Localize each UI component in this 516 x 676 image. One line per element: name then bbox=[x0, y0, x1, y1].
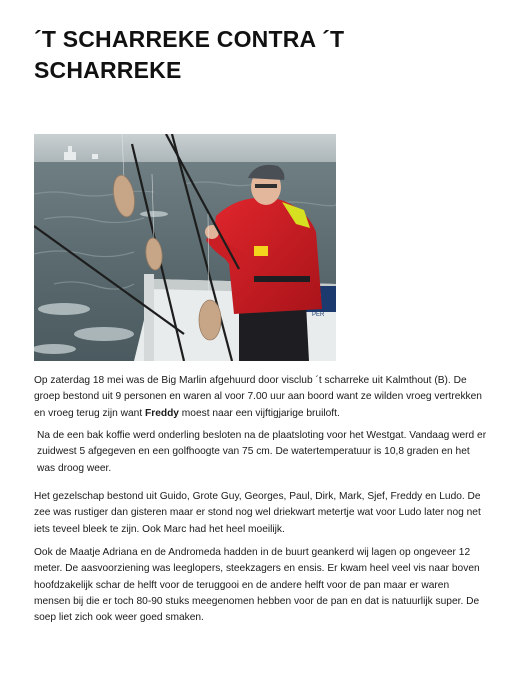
sky bbox=[34, 134, 336, 164]
title-line-1: ´T SCHARREKE CONTRA ´T bbox=[34, 26, 345, 52]
fishing-photo bbox=[34, 134, 336, 361]
title-line-2: SCHARREKE bbox=[34, 57, 182, 83]
paragraph-3: Het gezelschap bestond uit Guido, Grote Guy, Georges, Paul, Dirk, Mark, Sjef, Freddy en Ludo. De zee was rustiger dan gisteren maar er stond nog wel driekwart metertje wat voor Ludo later nog net iets teveel bleek te zijn. Ook Marc had het heel moeilijk. bbox=[34, 491, 481, 535]
paragraph-4: Ook de Maatje Adriana en de Andromeda hadden in de buurt geankerd wij lagen op ongeveer 12 meter. De aasvoorziening was leeglopers, steekzagers en ensis. Er kwam heel veel vis naar boven hoofdzakelijk schar de helft voor de teruggooi en de andere helft voor de pan maar er waren mensen bij die er toch 80-90 stuks meegenomen hebben voor de pan en dat is natuurlijk super. De soep liet zich ook weer goed smaken. bbox=[34, 547, 480, 624]
paragraph-1-text: Op zaterdag 18 mei was de Big Marlin afgehuurd door visclub ´t scharreke uit Kalmthout (B). De groep bestond uit 9 personen en waren al voor 7.00 uur aan boord want ze wilden vroeg vertrekken en vroeg terug zijn want bbox=[34, 375, 482, 419]
freddy-name: Freddy bbox=[145, 407, 179, 419]
article-title bbox=[34, 24, 474, 86]
paragraph-2: Na de een bak koffie werd onderling besloten na de plaatsloting voor het Westgat. Vandaag werd er zuidwest 5 afgegeven en een golfhoogte van 75 cm. De watertemperatuur is 10,8 graden en het was droog weer. bbox=[37, 430, 487, 474]
paragraph-1-end: moest naar een vijftigjarige bruiloft. bbox=[178, 407, 340, 419]
boat-label-small: PER bbox=[312, 312, 325, 318]
paragraph-1 bbox=[34, 373, 486, 422]
boat-rail bbox=[144, 274, 154, 361]
fishing-photo-drawing bbox=[34, 134, 336, 361]
